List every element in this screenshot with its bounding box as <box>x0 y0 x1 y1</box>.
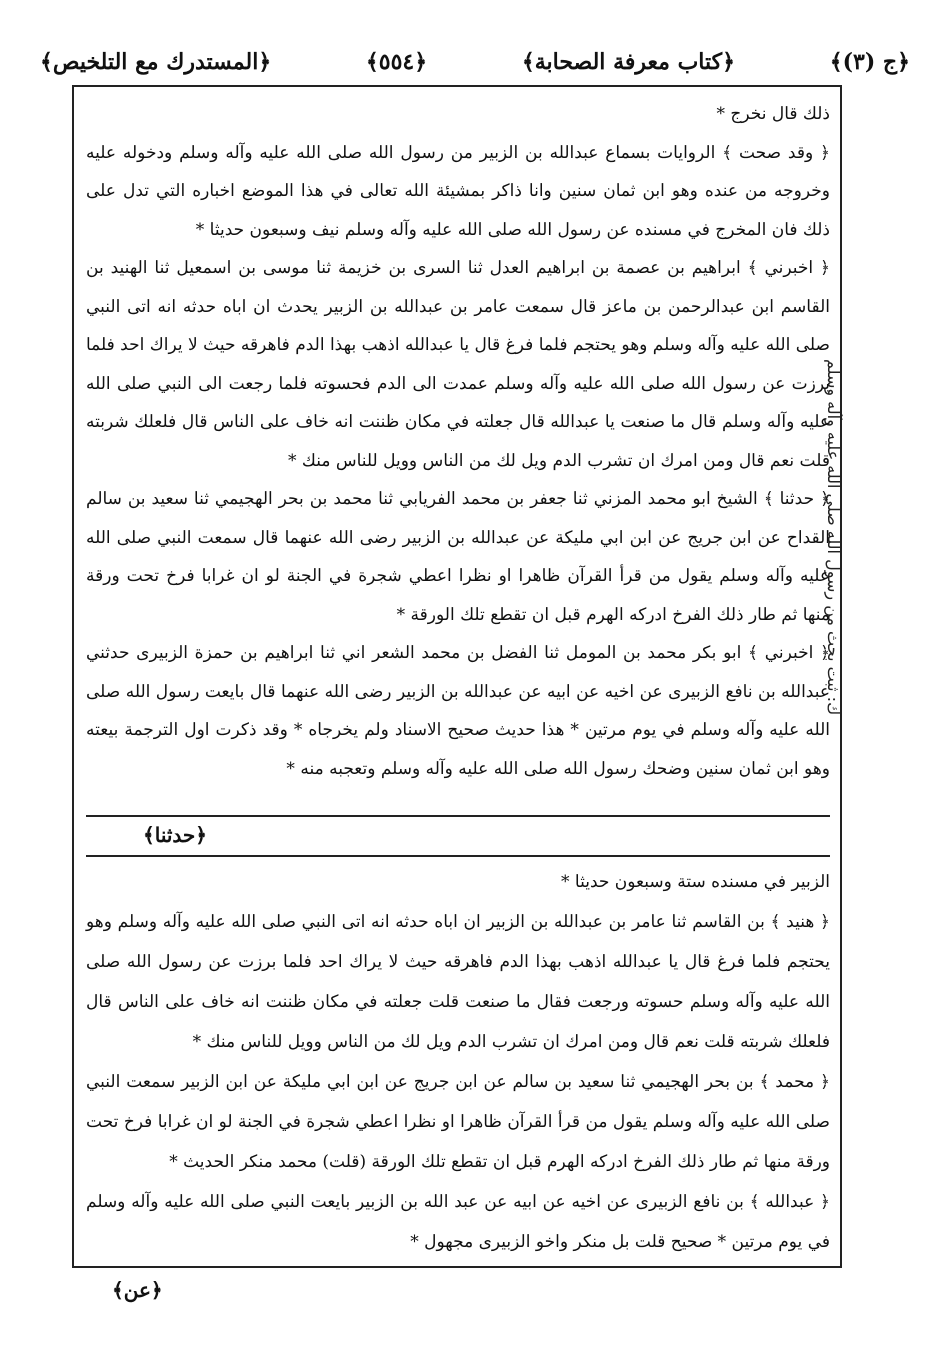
main-text-top <box>86 95 830 788</box>
catchword: ﴿عن﴾ <box>112 1278 163 1302</box>
section-divider-bottom <box>86 855 830 857</box>
paragraph: ﴿ هنيد ﴾ بن القاسم ثنا عامر بن عبدالله بن الزبير ان اباه حدثه انه اتى النبي صلى الله عليه وآله وسلم وهو يحتجم فلما فرغ قال يا عبدالله اذهب بهذا الدم فاهرقه حيث لا يراك احد فلما برزت عن رسول الله صلى الله عليه وآله وسلم حسوته ورجعت فقال ما صنعت قلت جعلته في مكان ظننت انه خاف على الناس قال فلعلك شربته قلت نعم قال ومن امرك ان تشرب الدم ويل لك من الناس وويل للناس منك * <box>86 912 830 1052</box>
paragraph: ﴿ حدثنا ﴾ الشيخ ابو محمد المزني ثنا جعفر بن محمد الفريابي ثنا محمد بن بحر الهجيمي ثنا سعيد بن سالم القداح عن ابن جريج عن ابن ابي مليكة عن عبدالله بن الزبير رضى الله عنهما قال سمعت النبي صلى الله عليه وآله وسلم يقول من قرأ القرآن ظاهرا او نظرا اعطي شجرة في الجنة لو ان غرابا فرخ تحت ورقة منها ثم طار ذلك الفرخ ادركه الهرم قبل ان تقطع تلك الورقة * <box>86 489 830 625</box>
volume-label: ﴿ج (٣)﴾ <box>829 49 910 75</box>
paragraph: ﴿ اخبرني ﴾ ابو بكر محمد بن المومل ثنا الفضل بن محمد الشعر اني ثنا ابراهيم بن حمزة الزبيرى حدثني عبدالله بن نافع الزبيرى عن اخيه عن ابيه عن عبدالله بن الزبير رضى الله عنهما قال بايعت رسول الله صلى الله عليه وآله وسلم في يوم مرتين * هذا حديث صحيح الاسناد ولم يخرجاه * وقد ذكرت اول الترجمة بيعته وهو ابن ثمان سنين وضحك رسول الله صلى الله عليه وآله وسلم وتعجبه منه * <box>86 643 830 779</box>
paragraph: ﴿ عبدالله ﴾ بن نافع الزبيرى عن اخيه عن ابيه عن عبد الله بن الزبير بايعت النبي صلى الله عليه وآله وسلم في يوم مرتين * صحيح قلت بل منكر واخو الزبيرى مجهول * <box>86 1192 830 1252</box>
page-header <box>40 42 910 82</box>
chapter-title: ﴿كتاب معرفة الصحابة﴾ <box>521 49 736 75</box>
section-title: ﴿حدثنا﴾ <box>143 823 207 847</box>
section-divider-top <box>86 815 830 817</box>
paragraph: ذلك قال نخرج * <box>716 104 830 124</box>
page-number: ﴿٥٥٤﴾ <box>365 49 428 75</box>
book-title: ﴿المستدرك مع التلخيص﴾ <box>40 49 272 75</box>
margin-note: ك: ثبت بحث من رسول الله صلى الله عليه وآله وسلم <box>824 358 843 715</box>
paragraph: الزبير في مسنده ستة وسبعون حديثا * <box>561 872 830 892</box>
paragraph: ﴿ محمد ﴾ بن بحر الهجيمي ثنا سعيد بن سالم عن ابن جريج عن ابن ابي مليكة عن ابن الزبير سمعت النبي صلى الله عليه وآله وسلم يقول من قرأ القرآن ظاهرا او نظرا اعطي شجرة في الجنة لو ان غرابا فرخ تحت ورقة منها ثم طار ذلك الفرخ ادركه الهرم قبل ان تقطع تلك الورقة (قلت) محمد منكر الحديث * <box>86 1072 830 1172</box>
paragraph: ﴿ وقد صحت ﴾ الروايات بسماع عبدالله بن الزبير من رسول الله صلى الله عليه وآله وسلم ودخوله عليه وخروجه من عنده وهو ابن ثمان سنين وانا ذاكر بمشيئة الله تعالى في هذا الموضع اخباره التي تدل على ذلك فان المخرج في مسنده عن رسول الله صلى الله عليه وآله وسلم نيف وسبعون حديثا * <box>86 142 830 240</box>
main-text-bottom <box>86 862 830 1262</box>
paragraph: ﴿ اخبرني ﴾ ابراهيم بن عصمة بن ابراهيم العدل ثنا السرى بن خزيمة ثنا موسى بن اسمعيل ثنا الهنيد بن القاسم ابن عبدالرحمن بن ماعز قال سمعت عامر بن عبدالله بن الزبير يحدث ان اباه حدثه انه اتى النبي صلى الله عليه وآله وسلم وهو يحتجم فلما فرغ قال يا عبدالله اذهب بهذا الدم فاهرقه حيث لا يراك احد فلما برزت عن رسول الله صلى الله عليه وآله وسلم عمدت الى الدم فحسوته فلما رجعت الى النبي صلى الله عليه وآله وسلم قال ما صنعت يا عبدالله قال جعلته في مكان ظننت انه خاف على الناس قال فلعلك شربته قلت نعم قال ومن امرك ان تشرب الدم ويل لك من الناس وويل للناس منك * <box>86 258 830 471</box>
